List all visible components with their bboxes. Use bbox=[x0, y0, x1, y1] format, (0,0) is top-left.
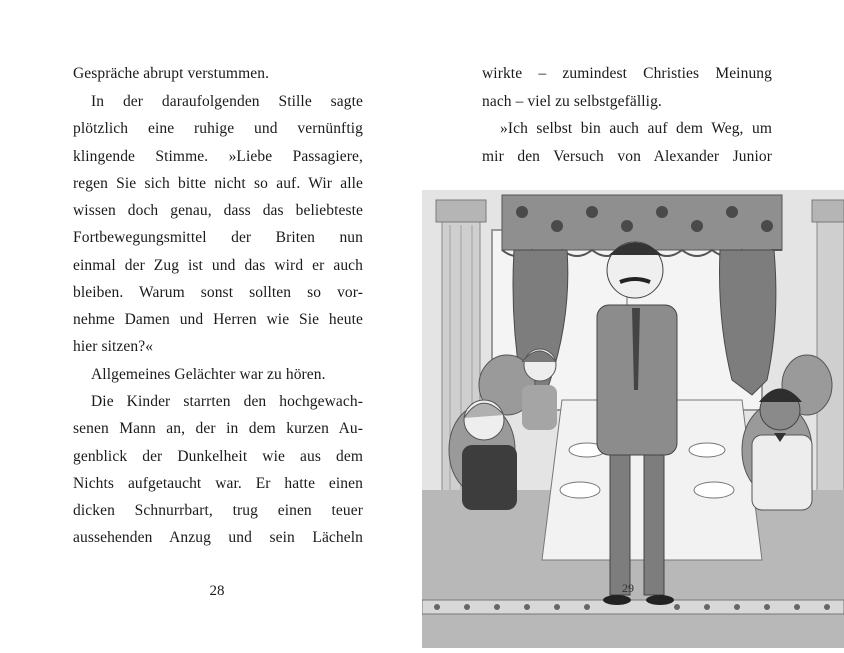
text-line: regen Sie sich bitte nicht so auf. Wir alle bbox=[73, 175, 363, 192]
text-line: nach – viel zu selbstgefällig. bbox=[482, 93, 662, 110]
text-line: Gespräche abrupt verstummen. bbox=[73, 65, 270, 82]
page-number: 28 bbox=[209, 583, 225, 599]
text-line: In der daraufolgenden Stille sagte bbox=[91, 93, 363, 110]
text-line: Nichts aufgetaucht war. Er hatte einen bbox=[73, 475, 363, 492]
text-line: wissen doch genau, dass das beliebteste bbox=[73, 202, 363, 219]
floor-border-pattern bbox=[422, 600, 844, 614]
text-line: Die Kinder starrten den hochgewach- bbox=[91, 393, 363, 410]
text-line: plötzlich eine ruhige und vernünftig bbox=[73, 120, 363, 137]
text-line: »Ich selbst bin auch auf dem Weg, um bbox=[500, 120, 772, 137]
text-line: senen Mann an, der in dem kurzen Au- bbox=[73, 420, 363, 437]
text-line: klingende Stimme. »Liebe Passagiere, bbox=[73, 148, 363, 165]
train-dining-car-illustration bbox=[422, 190, 844, 648]
text-line: dicken Schnurrbart, trug einen teuer bbox=[73, 502, 363, 519]
illustration bbox=[422, 190, 844, 648]
text-line: aussehenden Anzug und sein Lächeln bbox=[73, 529, 363, 546]
page-number: 29 bbox=[622, 581, 634, 595]
text-line: wirkte – zumindest Christies Meinung bbox=[482, 65, 772, 82]
text-line: hier sitzen?« bbox=[73, 338, 154, 355]
text-line: Allgemeines Gelächter war zu hören. bbox=[91, 366, 326, 383]
right-page bbox=[422, 0, 844, 648]
text-line: einmal der Zug ist und das wird er auch bbox=[73, 257, 363, 274]
text-line: mir den Versuch von Alexander Junior bbox=[482, 148, 772, 165]
left-page bbox=[0, 0, 422, 648]
text-line: bleiben. Warum sonst sollten so vor- bbox=[73, 284, 363, 301]
text-line: Fortbewegungsmittel der Briten nun bbox=[73, 229, 363, 246]
text-line: nehme Damen und Herren wie Sie heute bbox=[73, 311, 363, 328]
girl-with-bow-character bbox=[522, 349, 557, 430]
text-line: genblick der Dunkelheit wie aus dem bbox=[73, 448, 363, 465]
